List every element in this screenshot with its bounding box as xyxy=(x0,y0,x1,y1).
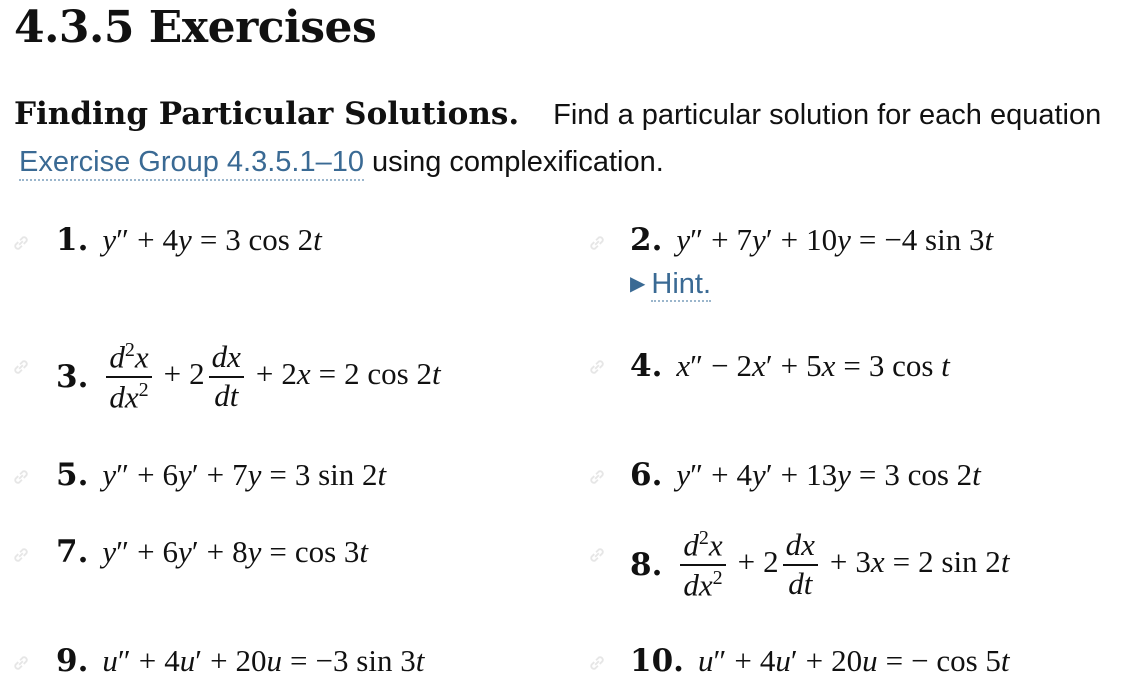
exercise-7 xyxy=(56,534,368,570)
hint-label: Hint. xyxy=(651,268,712,300)
exercise-number: 1. xyxy=(56,222,89,258)
exercise-number: 4. xyxy=(630,348,663,384)
equation: y″ + 7y′ + 10y = −4 sin 3t xyxy=(676,222,994,257)
equation: $\frac{d^2x}{dx^2}$ + 2 $\frac{dx}{dt}$ + 2x = 2 cos 2t xyxy=(102,340,440,414)
permalink-icon[interactable] xyxy=(10,232,32,254)
exercise-4 xyxy=(630,348,950,384)
triangle-right-icon: ▶ xyxy=(630,273,646,295)
exercise-number: 9. xyxy=(56,643,89,679)
equation: y″ + 4y = 3 cos 2t xyxy=(102,222,322,257)
permalink-icon[interactable] xyxy=(586,232,608,254)
exercise-2 xyxy=(630,222,993,258)
equation: y″ + 6y′ + 8y = cos 3t xyxy=(102,534,369,569)
equation: u″ + 4u′ + 20u = −3 sin 3t xyxy=(102,643,425,678)
intro-text-line2 xyxy=(19,146,664,179)
exercise-3 xyxy=(56,340,441,414)
exercise-9 xyxy=(56,643,424,679)
hint-toggle[interactable] xyxy=(630,268,711,301)
intro-text: Find a particular solution for each equation xyxy=(553,99,1102,131)
intro-text-after: using complexification. xyxy=(372,146,664,178)
equation: y″ + 6y′ + 7y = 3 sin 2t xyxy=(102,457,387,492)
equation: x″ − 2x′ + 5x = 3 cos t xyxy=(676,348,950,383)
exercise-group-intro xyxy=(14,96,1136,132)
exercise-10 xyxy=(630,643,1010,679)
permalink-icon[interactable] xyxy=(586,356,608,378)
permalink-icon[interactable] xyxy=(586,544,608,566)
exercise-5 xyxy=(56,457,386,493)
exercise-number: 2. xyxy=(630,222,663,258)
equation: y″ + 4y′ + 13y = 3 cos 2t xyxy=(676,457,981,492)
permalink-icon[interactable] xyxy=(10,544,32,566)
exercise-group-xref-link[interactable]: Exercise Group 4.3.5.1–10 xyxy=(19,146,364,181)
exercise-number: 5. xyxy=(56,457,89,493)
exercise-number: 7. xyxy=(56,534,89,570)
equation: $\frac{d^2x}{dx^2}$ + 2 $\frac{dx}{dt}$ + 3x = 2 sin 2t xyxy=(676,528,1009,602)
section-title: 4.3.5 Exercises xyxy=(14,2,377,53)
exercise-8 xyxy=(630,528,1009,602)
exercise-number: 6. xyxy=(630,457,663,493)
permalink-icon[interactable] xyxy=(586,652,608,674)
permalink-icon[interactable] xyxy=(10,356,32,378)
permalink-icon[interactable] xyxy=(10,652,32,674)
permalink-icon[interactable] xyxy=(10,466,32,488)
exercise-number: 8. xyxy=(630,546,663,583)
exercise-number: 3. xyxy=(56,358,89,395)
exercise-6 xyxy=(630,457,981,493)
exercise-1 xyxy=(56,222,322,258)
equation: u″ + 4u′ + 20u = − cos 5t xyxy=(697,643,1010,678)
permalink-icon[interactable] xyxy=(586,466,608,488)
exercise-number: 10. xyxy=(630,643,684,679)
group-heading: Finding Particular Solutions. xyxy=(14,96,520,132)
